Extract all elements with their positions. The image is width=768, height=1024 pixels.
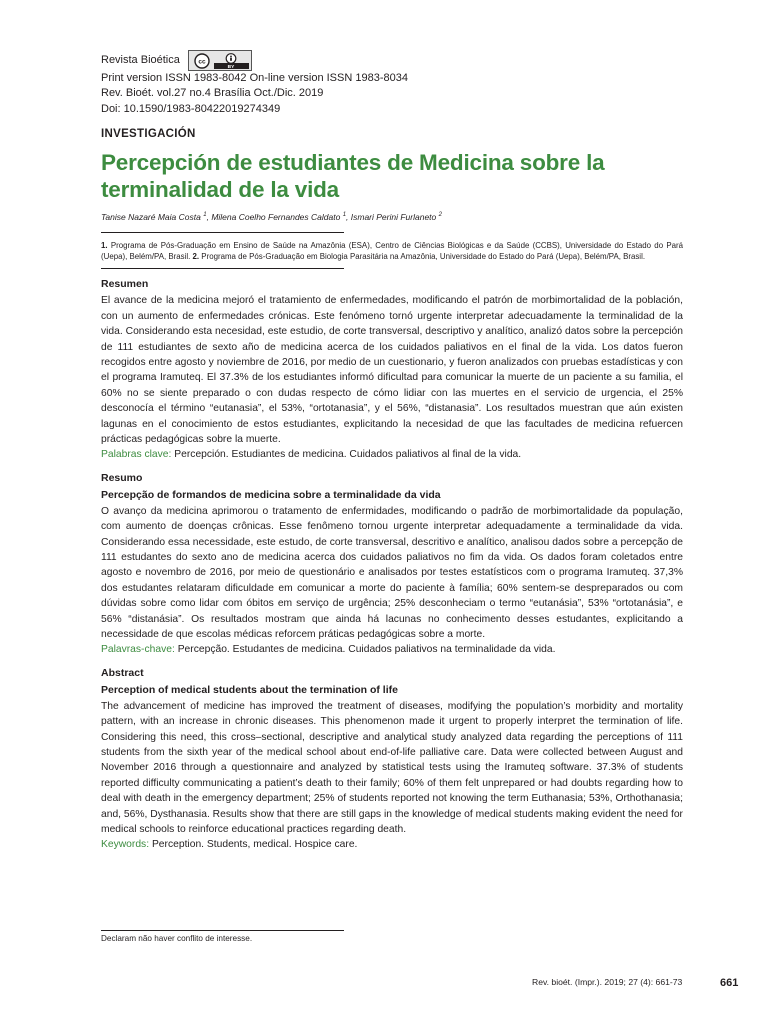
journal-name: Revista Bioética xyxy=(101,53,180,66)
affiliations xyxy=(101,241,683,262)
journal-row xyxy=(101,50,683,71)
keywords-text: Perception. Students, medical. Hospice care. xyxy=(149,839,358,851)
title-line-2: terminalidad de la vida xyxy=(101,176,339,202)
affiliation-number: 2. xyxy=(192,251,200,261)
section-label: INVESTIGACIÓN xyxy=(101,127,196,140)
author-separator: , xyxy=(206,211,212,222)
keywords-label: Keywords: xyxy=(101,839,150,851)
author-affiliation-mark: 1 xyxy=(203,212,207,219)
author-separator: , xyxy=(346,211,351,222)
resumo-keywords xyxy=(101,642,683,657)
affiliation-text: Programa de Pós-Graduação em Ensino de Saúde na Amazônia (ESA), Centro de Ciências Biológicas e da Saúde (CCBS), Universidade do Estado do Pará (Uepa), Belém/PA, Brasil. xyxy=(101,240,683,261)
running-citation: Rev. bioét. (Impr.). 2019; 27 (4): 661-73 xyxy=(532,977,683,987)
journal-meta xyxy=(101,50,683,117)
cc-license-badge[interactable] xyxy=(188,50,252,71)
svg-text:BY: BY xyxy=(227,64,235,69)
article-title xyxy=(101,149,683,203)
conflict-of-interest-note: Declaram não haver conflito de interesse. xyxy=(101,934,253,943)
resumen-heading: Resumen xyxy=(101,278,149,291)
affiliation-divider-bottom xyxy=(101,268,344,269)
abstract-subtitle: Perception of medical students about the termination of life xyxy=(101,683,398,696)
author-name: Tanise Nazaré Maia Costa xyxy=(101,211,201,222)
author-affiliation-mark: 2 xyxy=(438,212,442,219)
author-name: Ismari Perini Furlaneto xyxy=(350,211,437,222)
abstract-heading: Abstract xyxy=(101,666,144,679)
resumo-subtitle: Percepção de formandos de medicina sobre a terminalidade da vida xyxy=(101,488,441,501)
title-line-1: Percepción de estudiantes de Medicina sobre la xyxy=(101,149,605,175)
author-affiliation-mark: 1 xyxy=(342,212,347,219)
resumen-keywords xyxy=(101,447,683,462)
author-name: Milena Coelho Fernandes Caldato xyxy=(211,211,341,222)
abstract-keywords xyxy=(101,837,683,852)
keywords-label: Palabras clave: xyxy=(101,449,172,461)
footnote-divider xyxy=(101,930,344,931)
keywords-label: Palavras-chave: xyxy=(101,644,175,656)
doi-line[interactable]: Doi: 10.1590/1983-80422019274349 xyxy=(101,102,281,115)
affiliation-divider xyxy=(101,232,344,233)
svg-text:cc: cc xyxy=(198,58,206,65)
issn-line: Print version ISSN 1983-8042 On-line version ISSN 1983-8034 xyxy=(101,72,408,84)
page-number: 661 xyxy=(720,977,739,989)
cc-by-icon xyxy=(191,53,249,69)
abstract-text: The advancement of medicine has improved the treatment of diseases, modifying the population’s morbidity and mortality pattern, with an increase in chronic diseases. This phenomenon made it urgent to properly interpret the termination of life. Considering this need, this cross–sectional, descriptive and analytical study analyzed data regarding the perceptions of 111 students from the sixth year of the medical school about end-of-life palliative care. Data were collected between August and November 2016 through a questionnaire and analyzed by statistical tests using the Iramuteq software. 37.3% of students reported difficulty communicating a patient’s death to their family; 60% of them felt unprepared or had doubts regarding how to deal with death in the emergency department; 25% of students reported not knowing the term Euthanasia; 53%, Orthothanasia; and, 56%, Dysthanasia. Results show that there are still gaps in the knowledge of medical students making evident the need for medical schools to reinforce educational practices regarding death. xyxy=(101,700,683,836)
citation-line: Rev. Bioét. vol.27 no.4 Brasília Oct./Dic. 2019 xyxy=(101,87,324,100)
keywords-text: Percepción. Estudiantes de medicina. Cuidados paliativos al final de la vida. xyxy=(171,449,522,461)
affiliation-number: 1. xyxy=(101,240,108,250)
resumen-text: El avance de la medicina mejoró el tratamiento de enfermedades, modificando el patrón de morbimortalidad de la población, con un aumento de enfermedades crónicas. Este fenómeno tornó urgente interpretar adecuadamente la terminalidad de la vida. Considerando esta necesidad, este estudio, de corte transversal, descriptivo y analítico, analizó datos sobre la percepción de 111 estudiantes de sexto año de medicina acerca de los cuidados paliativos en el final de la vida. Los datos fueron recogidos entre agosto y noviembre de 2016, por medio de un cuestionario, y fueron analizados con pruebas estadísticas y con el programa Iramuteq. El 37.3% de los estudiantes informó dificultad para comunicar la muerte de un paciente a su familia, el 60% no se siente preparado o con dudas respecto de cómo lidiar con las muertes en el servicio de urgencia, el 25% desconocía el término “eutanasia”, el 53%, “ortotanasia”, y el 56%, “distanasia”. Los resultados muestran que aún existen lagunas en el conocimiento de estos estudiantes, explicitando la necesidad de que las facultades de medicina refuercen prácticas pedagógicas sobre la muerte. xyxy=(101,295,683,445)
article-page xyxy=(101,50,683,853)
affiliation-text: Programa de Pós-Graduação em Biologia Parasitária na Amazônia, Universidade do Estado do Pará (Uepa), Belém/PA, Brasil. xyxy=(199,251,646,261)
keywords-text: Percepção. Estudantes de medicina. Cuidados paliativos na terminalidade da vida. xyxy=(174,644,556,656)
resumo-heading: Resumo xyxy=(101,471,143,484)
resumo-text: O avanço da medicina aprimorou o tratamento de enfermidades, modificando o padrão de morbimortalidade da população, com aumento de doenças crônicas. Esse fenômeno tornou urgente interpretar adequadamente a terminalidade da vida. Considerando essa necessidade, este estudo, de corte transversal, descritivo e analítico, analisou dados sobre a percepção de 111 estudantes do sexto ano de medicina acerca dos cuidados paliativos no fim da vida. Os dados foram coletados entre agosto e novembro de 2016, por meio de questionário e analisados por testes estatísticos com o programa Iramuteq. 37,3% dos estudantes relataram dificuldade em comunicar a morte do paciente à família; 60% sentem-se despreparados ou com dúvidas sobre como lidar com óbitos em serviço de urgência; 25% desconheciam o termo “eutanásia”, 53% “ortotanásia”, e 56% “distanásia”. Os resultados mostram que ainda há lacunas no conhecimento desses estudantes, explicitando a necessidade de que escolas médicas reforcem práticas pedagógicas sobre a morte. xyxy=(101,505,683,641)
author-list xyxy=(101,212,683,222)
